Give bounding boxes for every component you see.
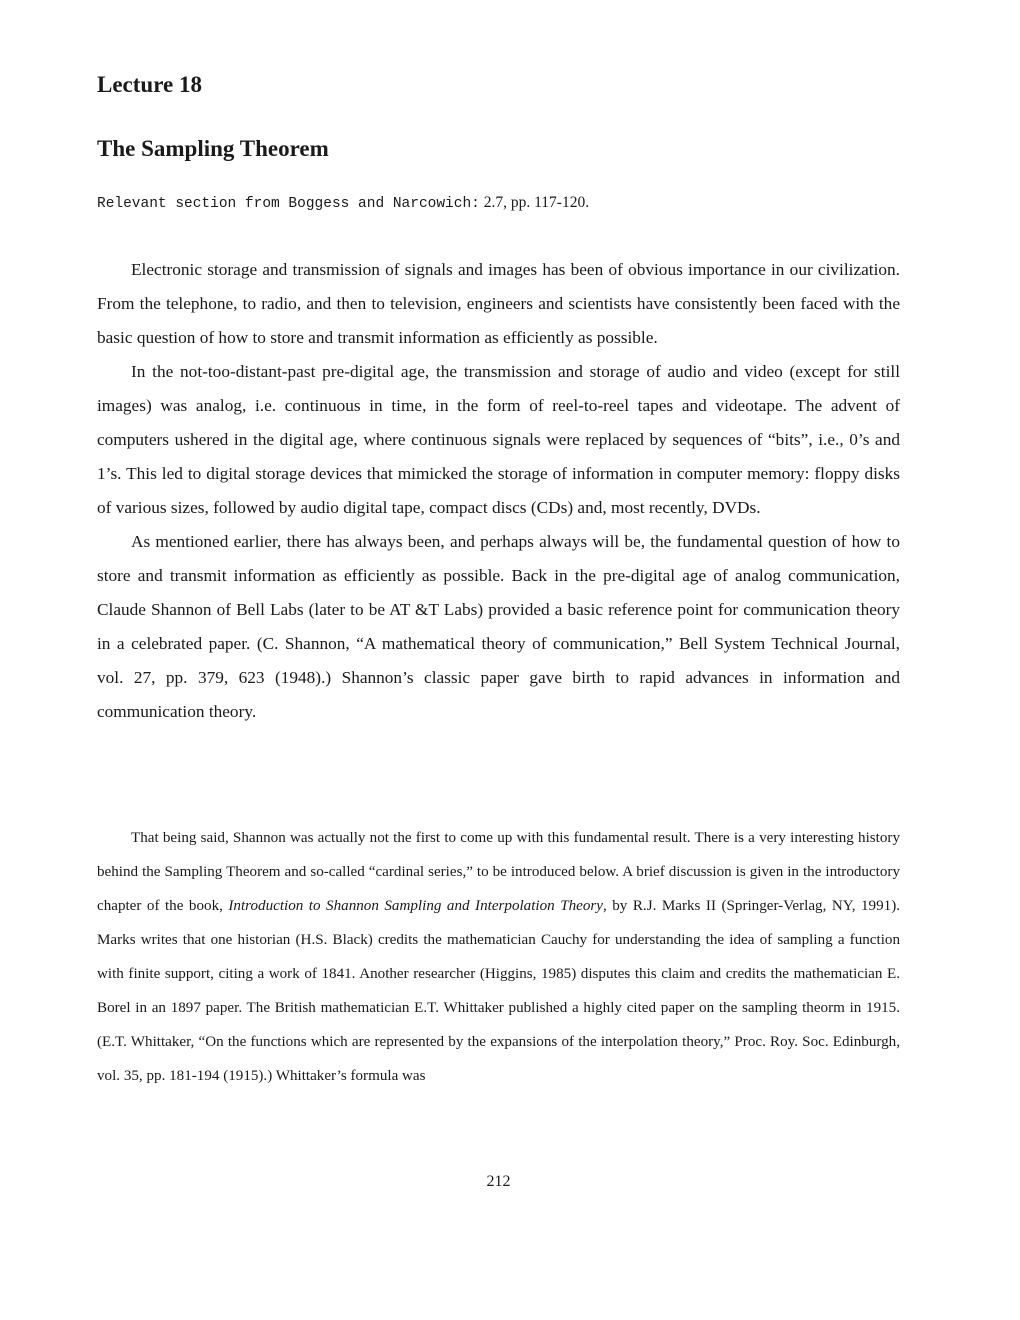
lecture-heading: Lecture 18	[97, 72, 202, 97]
paragraph-storage: Electronic storage and transmission of signals and images has been of obvious importance in our civilization. From the telephone, to radio, and then to television, engineers and scientists have consistently been faced with the basic question of how to store and transmit information as efficiently as possible.	[97, 260, 900, 347]
paragraph-digital-age: In the not-too-distant-past pre-digital age, the transmission and storage of audio and video (except for still images) was analog, i.e. continuous in time, in the form of reel-to-reel tapes and videotape. The advent of computers ushered in the digital age, where continuous signals were replaced by sequences of “bits”, i.e., 0’s and 1’s. This led to digital storage devices that mimicked the storage of information in computer memory: floppy disks of various sizes, followed by audio digital tape, compact discs (CDs) and, most recently, DVDs.	[97, 362, 900, 517]
paragraph-shannon: As mentioned earlier, there has always been, and perhaps always will be, the fundamental question of how to store and transmit information as efficiently as possible. Back in the pre-digital age of analog communication, Claude Shannon of Bell Labs (later to be AT &T Labs) provided a basic reference point for communication theory in a celebrated paper. (C. Shannon, “A mathematical theory of communication,” Bell System Technical Journal, vol. 27, pp. 379, 623 (1948).) Shannon’s classic paper gave birth to rapid advances in information and communication theory.	[97, 532, 900, 721]
book-title: Introduction to Shannon Sampling and Interpolation Theory	[228, 898, 603, 914]
relevant-section-reference: 2.7, pp. 117-120.	[479, 194, 590, 211]
history-part-2: , by R.J. Marks II (Springer-Verlag, NY, 1991). Marks writes that one historian (H.S. Black) credits the mathematician Cauchy for understanding the idea of sampling a function with finite support, citing a work of 1841. Another researcher (Higgins, 1985) disputes this claim and credits the mathematician E. Borel in an 1897 paper. The British mathematician E.T. Whittaker published a highly cited paper on the sampling theorm in 1915. (E.T. Whittaker, “On the functions which are represented by the expansions of the interpolation theory,” Proc. Roy. Soc. Edinburgh, vol. 35, pp. 181-194 (1915).) Whittaker’s formula was	[97, 898, 900, 1084]
relevant-section-line	[97, 193, 589, 214]
relevant-section-label: Relevant section from Boggess and Narcowich:	[97, 196, 480, 212]
section-heading: The Sampling Theorem	[97, 136, 329, 161]
paragraph-history	[97, 821, 900, 1093]
history-part-1: That being said, Shannon was actually not the first to come up with this fundamental result. There is a very interesting history behind the Sampling Theorem and so-called “cardinal series,” to be introduced below. A brief discussion is given in the introductory chapter of the book,	[97, 830, 900, 914]
body-text	[97, 253, 900, 729]
page-number: 212	[486, 1173, 511, 1190]
history-text	[97, 821, 900, 1093]
